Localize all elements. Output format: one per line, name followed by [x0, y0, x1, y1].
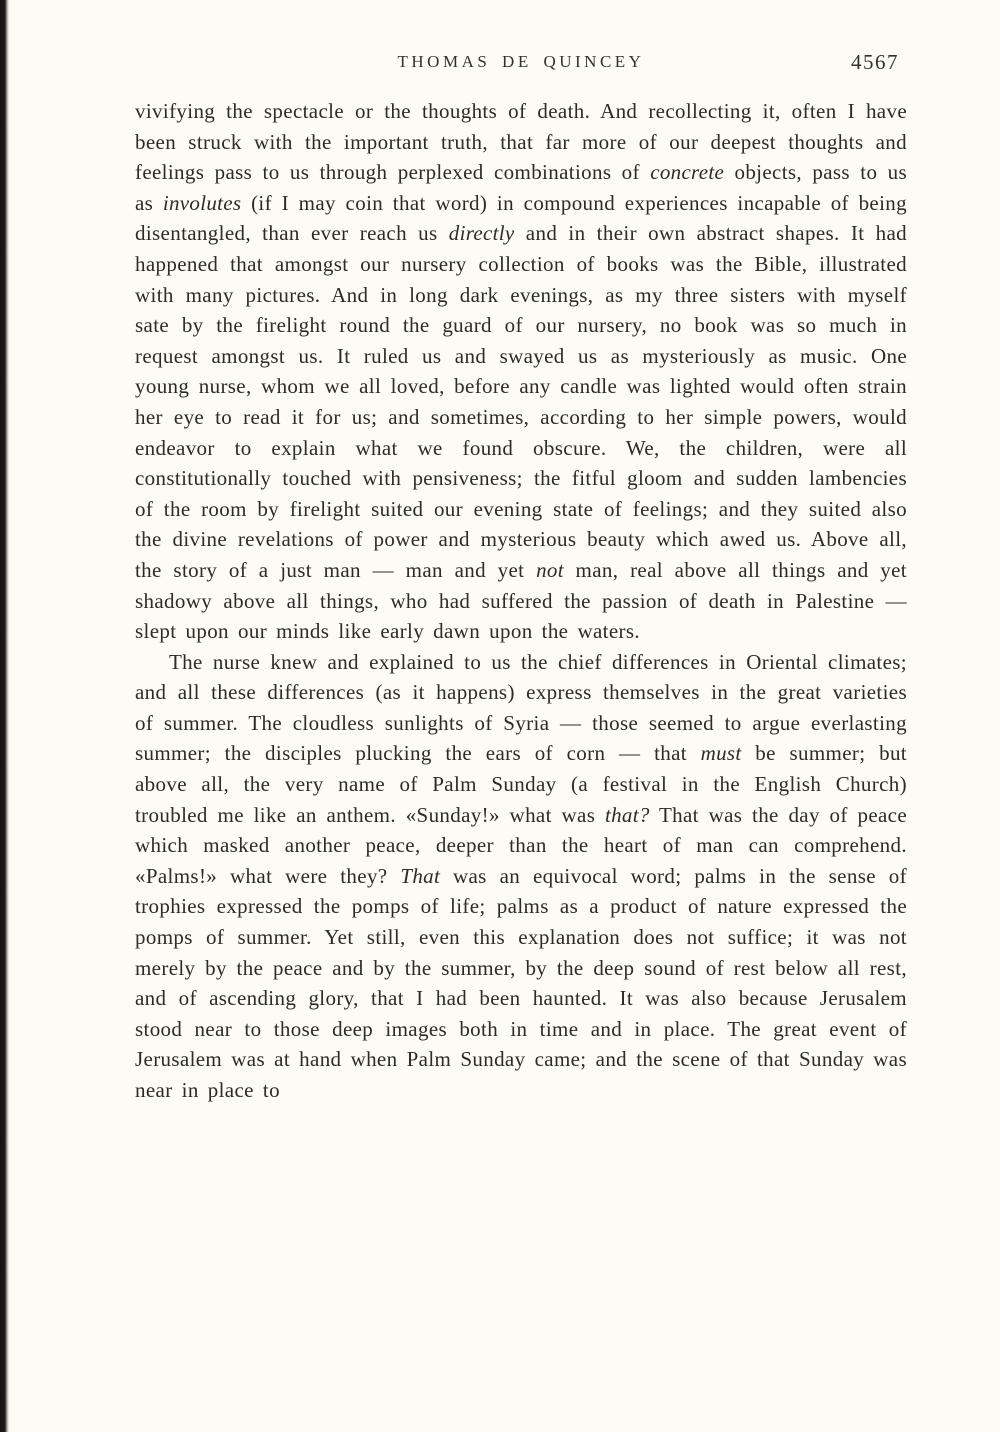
italic-text: must — [700, 741, 742, 766]
italic-text: concrete — [650, 160, 725, 185]
body-text: was an equivocal word; palms in the sense of trophies expressed the pomps of life; palms as a product of nature expressed the pomps of summer. Yet still, even this explanation does not suffice; it was not merely by the peace and by the summer, by the deep sound of rest below all rest, and of ascending glory, that I had been haunted. It was also because Jerusalem stood near to those deep images both in time and in place. The great event of Jerusalem was at hand when Palm Sunday came; and the scene of that Sunday was near in place to — [135, 863, 907, 1102]
italic-text: that? — [604, 802, 650, 827]
body-text: and in their own abstract shapes. It had happened that amongst our nursery collection of books was the Bible, illustrated with many pictures. And in long dark evenings, as my three sisters with myself sate by the firelight round the guard of our nursery, no book was so much in request amongst us. It ruled us and swayed us as mysteriously as music. One young nurse, whom we all loved, before any candle was lighted would often strain her eye to read it for us; and sometimes, according to her simple powers, would endeavor to explain what we found obscure. We, the children, were all constitutionally touched with pensiveness; the fitful gloom and sudden lambencies of the room by firelight suited our evening state of feelings; and they suited also the divine revelations of power and mysterious beauty which awed us. Above all, the story of a just man — man and yet — [135, 221, 907, 582]
italic-text: not — [536, 557, 564, 582]
scan-gutter-shadow — [0, 0, 9, 1432]
body-text: man, real above all things and yet shadowy above all things, who had suffered the passion of death in Palestine — slept upon our minds like early dawn upon the waters. — [135, 557, 907, 644]
page-text — [135, 96, 907, 1106]
body-text: vivifying the spectacle or the thoughts of death. And recollecting it, often I have been struck with the important truth, that far more of our deepest thoughts and feelings pass to us through perplexed combinations of — [135, 99, 907, 185]
body-text: objects, pass to us as — [135, 160, 907, 215]
body-text: The nurse knew and explained to us the chief differences in Oriental climates; and all these differences (as it happens) express themselves in the great varieties of summer. The cloudless sunlights of Syria — those seemed to argue everlasting summer; the disciples plucking the ears of corn — that — [135, 649, 907, 766]
page-header — [135, 52, 907, 80]
paragraph — [135, 96, 907, 647]
page-number: 4567 — [851, 50, 899, 74]
body-text: (if I may coin that word) in compound experiences incapable of being disentangled, than ever reach us — [135, 190, 907, 246]
italic-text: That — [400, 863, 441, 888]
italic-text: involutes — [162, 190, 242, 215]
body-text: be summer; but above all, the very name of Palm Sunday (a festival in the English Church) troubled me like an anthem. «Sunday!» what was — [135, 741, 907, 827]
italic-text: directly — [448, 221, 515, 246]
running-title: THOMAS DE QUINCEY — [397, 52, 645, 71]
body-text: That was the day of peace which masked another peace, deeper than the heart of man can comprehend. «Palms!» what were they? — [135, 802, 907, 888]
paragraph — [135, 647, 907, 1106]
